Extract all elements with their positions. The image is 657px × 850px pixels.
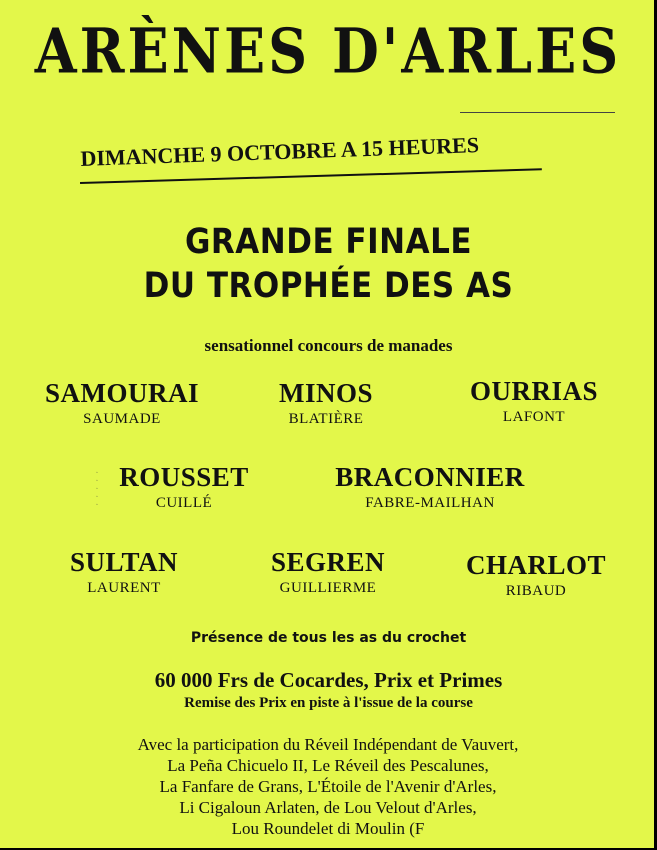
participation-line-3: La Fanfare de Grans, L'Étoile de l'Avenir d'Arles, bbox=[159, 777, 497, 796]
bull-name: ROUSSET bbox=[119, 462, 249, 492]
poster-title: ARÈNES D'ARLES bbox=[34, 14, 622, 88]
date-line: DIMANCHE 9 OCTOBRE A 15 HEURES bbox=[80, 132, 480, 171]
participation-line-2: La Peña Chicuelo II, Le Réveil des Pescalunes, bbox=[167, 756, 489, 775]
bull-entry bbox=[44, 547, 204, 597]
participation-line bbox=[18, 776, 638, 797]
bull-name: MINOS bbox=[278, 378, 373, 408]
bull-name: SULTAN bbox=[69, 547, 179, 577]
bull-owner: GUILLIERME bbox=[279, 580, 377, 596]
bull-owner: RIBAUD bbox=[505, 583, 567, 599]
bull-name: CHARLOT bbox=[465, 550, 607, 580]
participation-line bbox=[18, 818, 638, 839]
margin-mark: ◦ ◦ ◦ ◦ ◦ bbox=[96, 471, 98, 508]
participation-line-1: Avec la participation du Réveil Indépendant de Vauvert, bbox=[137, 735, 519, 754]
participation-line bbox=[18, 734, 638, 755]
participation-line-5: Lou Roundelet di Moulin (F bbox=[231, 819, 425, 838]
participation-line-4: Li Cigaloun Arlaten, de Lou Velout d'Arles, bbox=[179, 798, 477, 817]
participation-block bbox=[18, 734, 638, 839]
bull-entry bbox=[250, 547, 406, 597]
bull-name: BRACONNIER bbox=[335, 462, 525, 492]
date-underline bbox=[80, 168, 542, 184]
headline-line-1: GRANDE FINALE bbox=[184, 221, 473, 263]
bull-entry bbox=[436, 376, 632, 426]
title-rule bbox=[460, 112, 615, 113]
bull-owner: LAURENT bbox=[87, 580, 161, 596]
bull-owner: LAFONT bbox=[502, 409, 566, 425]
bull-entry bbox=[236, 378, 416, 428]
bull-entry bbox=[22, 378, 222, 428]
bull-name: OURRIAS bbox=[469, 376, 599, 406]
bull-entry bbox=[100, 462, 268, 512]
bull-owner: CUILLÉ bbox=[155, 495, 213, 511]
bull-owner: BLATIÈRE bbox=[288, 411, 364, 427]
bull-entry bbox=[305, 462, 555, 512]
subtitle: sensationnel concours de manades bbox=[204, 336, 453, 355]
bull-name: SEGREN bbox=[270, 547, 386, 577]
participation-line bbox=[18, 797, 638, 818]
headline-line-2: DU TROPHÉE DES AS bbox=[143, 265, 514, 307]
bull-owner: FABRE-MAILHAN bbox=[365, 495, 495, 511]
participation-line bbox=[18, 755, 638, 776]
presence-line: Présence de tous les as du crochet bbox=[190, 630, 467, 646]
prize-line: 60 000 Frs de Cocardes, Prix et Primes bbox=[154, 668, 503, 692]
bull-owner: SAUMADE bbox=[83, 411, 161, 427]
bull-name: SAMOURAI bbox=[44, 378, 199, 408]
bull-entry bbox=[446, 550, 626, 600]
prize-note: Remise des Prix en piste à l'issue de la course bbox=[184, 695, 473, 711]
